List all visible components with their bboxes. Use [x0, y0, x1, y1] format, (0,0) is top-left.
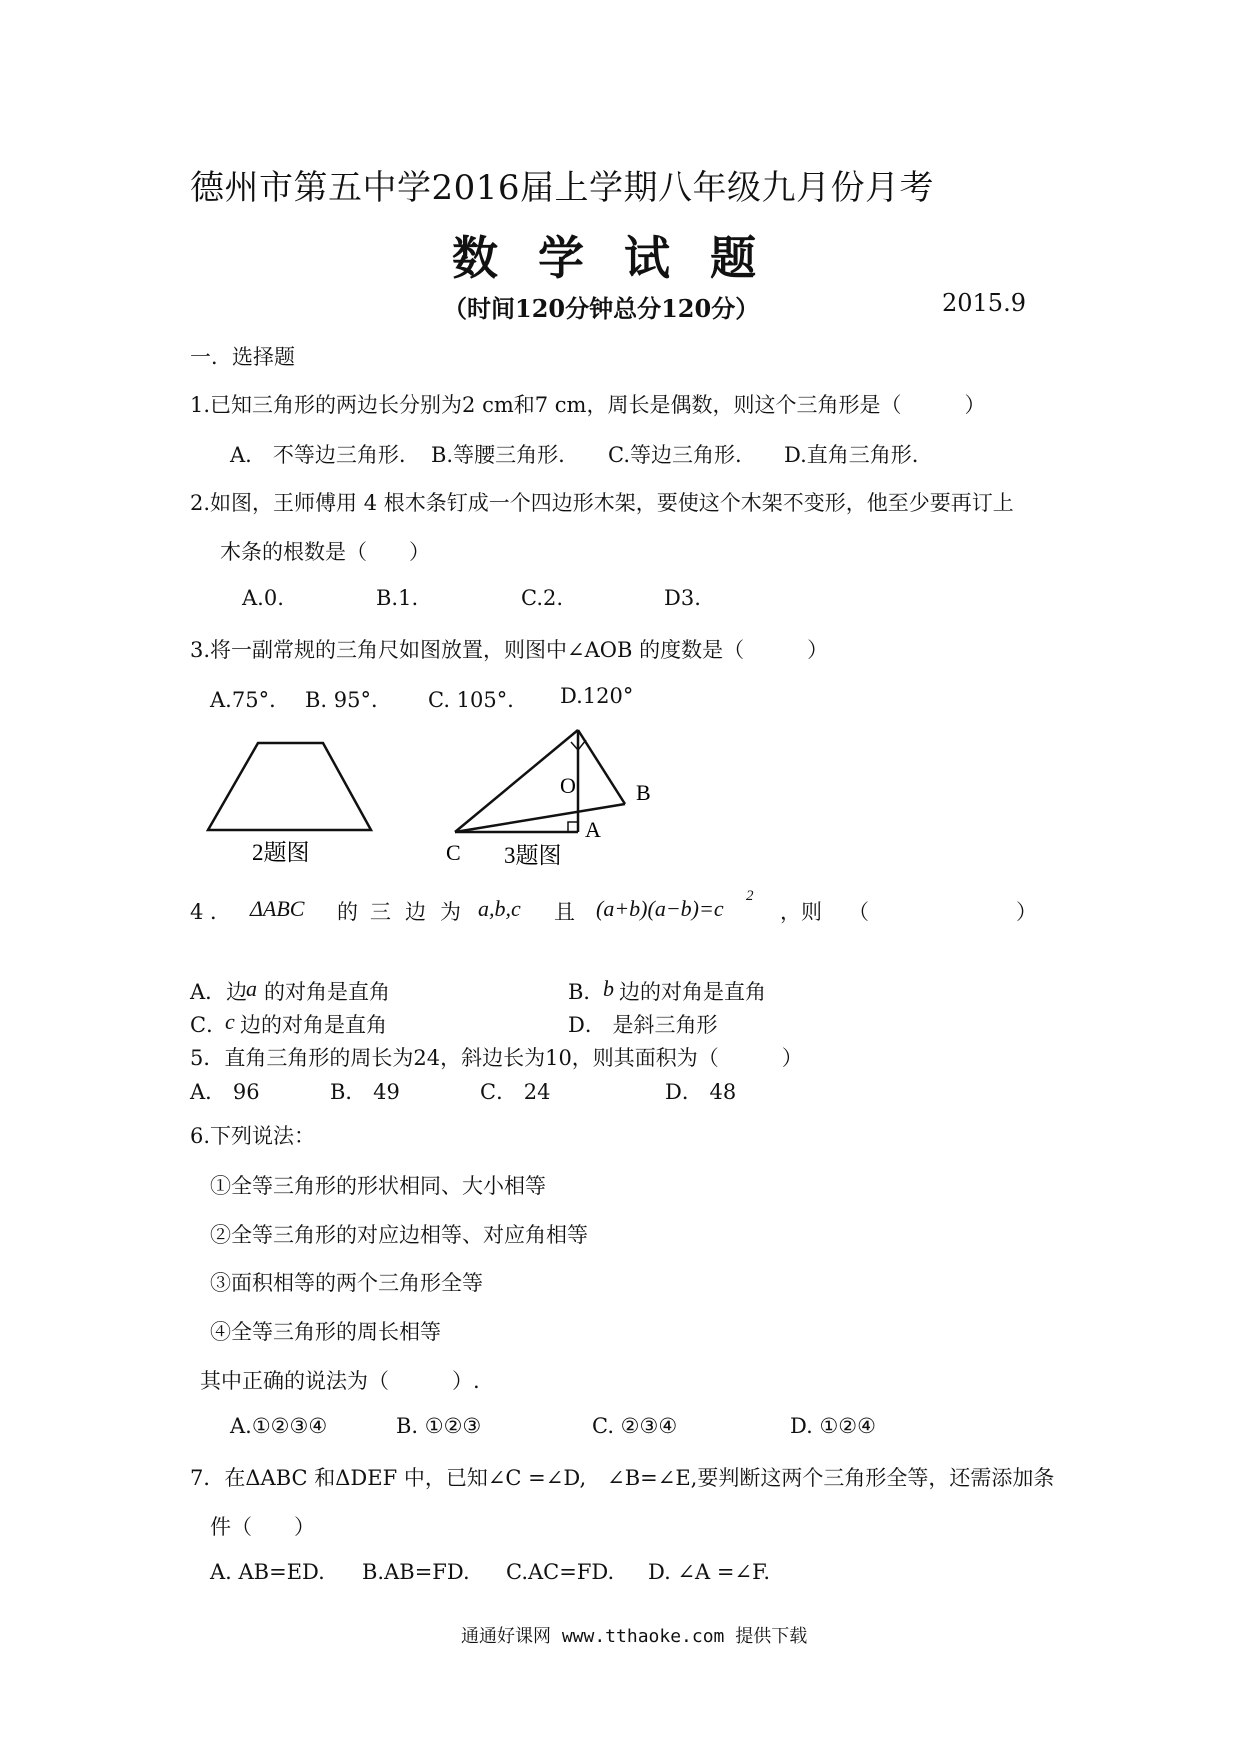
q4-word-1: 的 [337, 900, 358, 924]
exam-title: 数 学 试 题 [452, 231, 769, 285]
section-heading: 一．选择题 [190, 345, 295, 369]
q4-triangle: ΔABC [250, 896, 305, 921]
q2-option-a: A.0. [242, 586, 284, 610]
q4-option-c-var: c [225, 1009, 235, 1034]
figure-3-set-squares [446, 730, 651, 868]
q2-option-b: B.1. [376, 586, 419, 610]
q5-stem: 5．直角三角形的周长为24，斜边长为10，则其面积为（ ） [190, 1046, 803, 1070]
figure-2-caption: 2题图 [252, 840, 310, 865]
q1-option-b: B.等腰三角形. [431, 443, 565, 467]
q1-stem: 1.已知三角形的两边长分别为2 cm和7 cm，周长是偶数，则这个三角形是（ ） [190, 393, 986, 417]
q7-option-b: B.AB=FD. [362, 1560, 470, 1584]
q1-options [0, 439, 1240, 469]
q7-option-d: D. ∠A =∠F. [648, 1560, 771, 1584]
q4-word-5: 且 [554, 900, 575, 924]
q4-options-row1 [0, 976, 1240, 1006]
q7-option-a: A. AB=ED. [210, 1560, 325, 1584]
school-header: 德州市第五中学2016届上学期八年级九月份月考 [190, 168, 935, 208]
q4-option-a-text: 的对角是直角 [264, 980, 390, 1004]
q4-option-a-var: a [246, 976, 257, 1001]
q6-options [0, 1414, 1240, 1444]
point-label-b: B [636, 780, 651, 805]
exam-info: （时间120分钟总分120分） [443, 294, 760, 323]
q6-option-a: A.①②③④ [230, 1414, 328, 1438]
q6-stem: 6.下列说法： [190, 1124, 316, 1148]
q7-stem-line1: 7．在ΔABC 和ΔDEF 中，已知∠C =∠D, ∠B=∠E,要判断这两个三角形全等，还需添加条 [190, 1466, 1055, 1490]
figure-2-trapezoid [208, 743, 371, 865]
point-label-a: A [585, 817, 601, 842]
q6-item-4: ④全等三角形的周长相等 [210, 1320, 441, 1344]
q2-options [0, 586, 1240, 616]
q6-option-c: C. ②③④ [592, 1414, 678, 1438]
q4-number: 4 ． [190, 900, 232, 924]
q4-word-3: 边 [405, 900, 426, 924]
q3-option-d: D.120° [560, 684, 634, 708]
q2-option-c: C.2. [521, 586, 564, 610]
q3-stem: 3.将一副常规的三角尺如图放置，则图中∠AOB 的度数是（ ） [190, 638, 829, 662]
exam-date: 2015.9 [942, 289, 1026, 317]
q7-stem-line2: 件（ ） [210, 1515, 315, 1539]
q4-stem [0, 888, 1240, 926]
q7-options [0, 1560, 1240, 1590]
q4-options-row2 [0, 1009, 1240, 1039]
figures [0, 720, 1240, 880]
q6-item-1: ①全等三角形的形状相同、大小相等 [210, 1174, 546, 1198]
q3-option-a: A.75°． [210, 688, 291, 712]
q4-sides: a,b,c [478, 896, 521, 921]
q7-option-c: C.AC=FD. [506, 1560, 615, 1584]
q4-word-4: 为 [440, 900, 461, 924]
q3-options [0, 684, 1240, 714]
q2-stem-line1: 2.如图，王师傅用 4 根木条钉成一个四边形木架，要使这个木架不变形，他至少要再订上 [190, 491, 1014, 515]
q6-option-d: D. ①②④ [790, 1414, 876, 1438]
point-label-o: O [560, 773, 576, 798]
q5-option-d: D． 48 [665, 1080, 737, 1104]
figure-3-caption: 3题图 [504, 843, 562, 868]
q4-then: ，则 [780, 900, 822, 924]
q5-option-b: B． 49 [330, 1080, 400, 1104]
q4-option-b-var: b [603, 976, 614, 1001]
q1-option-a: A. 不等边三角形. [230, 443, 406, 467]
q6-ask: 其中正确的说法为（ ）. [200, 1369, 480, 1393]
q4-formula: (a+b)(a−b)=c [596, 896, 724, 921]
q4-option-d: D． 是斜三角形 [568, 1013, 718, 1037]
q4-word-2: 三 [370, 900, 391, 924]
q5-option-a: A． 96 [190, 1080, 260, 1104]
q2-stem-line2: 木条的根数是（ ） [220, 540, 430, 564]
q4-formula-exponent: 2 [746, 888, 754, 904]
q3-option-b: B. 95°． [305, 688, 393, 712]
q5-options [0, 1076, 1240, 1106]
q4-option-c-text: 边的对角是直角 [240, 1013, 387, 1037]
q1-option-d: D.直角三角形. [784, 443, 919, 467]
q4-option-c-prefix: C． [190, 1013, 228, 1037]
q2-option-d: D3. [664, 586, 701, 610]
q6-option-b: B. ①②③ [396, 1414, 482, 1438]
q6-item-2: ②全等三角形的对应边相等、对应角相等 [210, 1223, 588, 1247]
point-label-c: C [446, 840, 461, 865]
q4-option-b-text: 边的对角是直角 [619, 980, 766, 1004]
footer-source: 通通好课网 www.tthaoke.com 提供下载 [461, 1626, 808, 1647]
q4-option-a-prefix: A．边 [190, 980, 248, 1004]
q1-option-c: C.等边三角形. [608, 443, 742, 467]
q6-item-3: ③面积相等的两个三角形全等 [210, 1271, 483, 1295]
q4-option-b-prefix: B． [568, 980, 605, 1004]
q4-answer-paren: （ ） [848, 900, 1037, 924]
q5-option-c: C． 24 [480, 1080, 551, 1104]
q3-option-c: C. 105°． [428, 688, 529, 712]
